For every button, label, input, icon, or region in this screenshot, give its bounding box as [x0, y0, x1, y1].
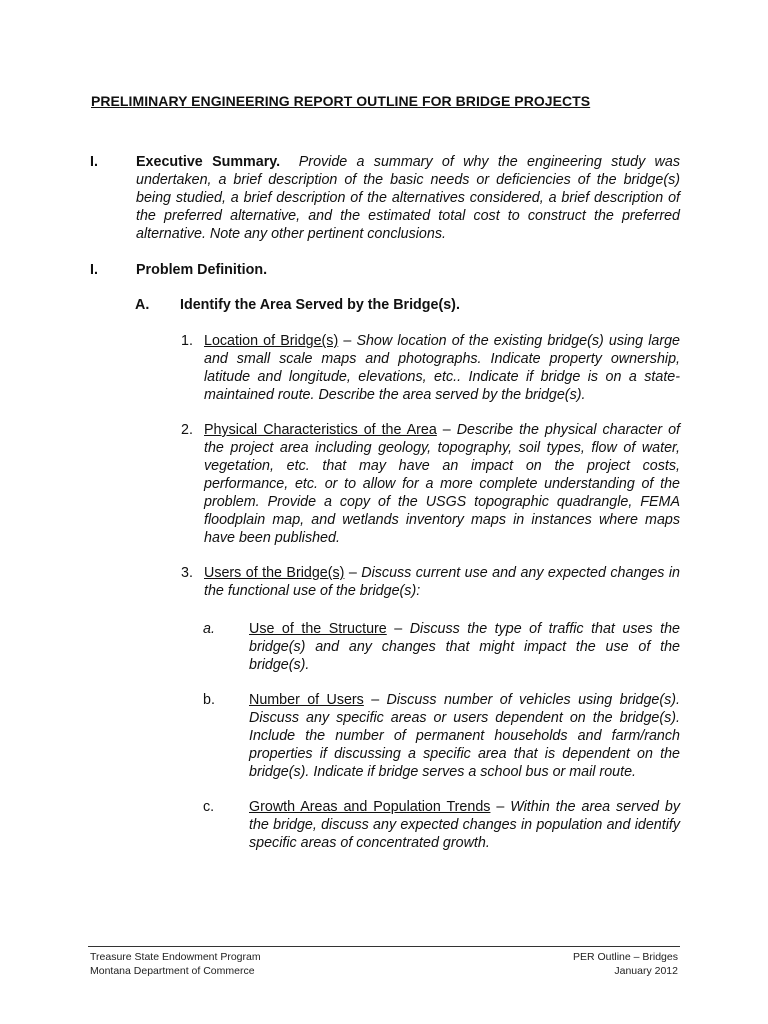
footer-doc-name: PER Outline – Bridges	[572, 951, 678, 963]
section-heading: Problem Definition.	[136, 262, 268, 278]
section-heading: Executive Summary.	[136, 154, 281, 170]
subsection-heading: Identify the Area Served by the Bridge(s).	[180, 297, 460, 313]
item-number: 2.	[181, 422, 193, 438]
section-numeral: I.	[90, 154, 98, 170]
page-title: PRELIMINARY ENGINEERING REPORT OUTLINE FOR BRIDGE PROJECTS	[91, 93, 591, 109]
footer-right	[573, 950, 678, 978]
list-subitem-growth-areas	[203, 798, 680, 852]
item-number: 3.	[181, 565, 193, 581]
subitem-dash: –	[386, 621, 410, 637]
item-text: Describe the physical character of the project area including geology, topography, soil types, flow of water, vegetation, etc. that may have an impact on the project costs, performance, etc. or to allow for a more complete understanding of the problem. Provide a copy of the USGS topographic quadrangle, FEMA floodplain map, and wetlands inventory maps in instances where maps have been published.	[204, 422, 680, 546]
footer-program: Treasure State Endowment Program	[90, 951, 261, 963]
item-dash: –	[338, 333, 357, 349]
item-label: Physical Characteristics of the Area	[204, 422, 437, 438]
footer-divider	[88, 946, 680, 947]
item-label: Location of Bridge(s)	[204, 333, 339, 349]
subsection-a	[135, 296, 460, 314]
subitem-label: Growth Areas and Population Trends	[249, 799, 491, 815]
subitem-letter: b.	[203, 692, 215, 708]
footer-department: Montana Department of Commerce	[90, 965, 255, 977]
item-text: Discuss current use and any expected changes in the functional use of the bridge(s):	[204, 565, 681, 599]
subitem-dash: –	[363, 692, 387, 708]
subitem-letter: a.	[203, 621, 215, 637]
list-subitem-number-of-users	[203, 691, 680, 781]
subitem-label: Number of Users	[249, 692, 364, 708]
subitem-label: Use of the Structure	[249, 621, 387, 637]
subsection-letter: A.	[135, 297, 150, 313]
section-executive-summary	[90, 153, 680, 243]
subitem-text: Within the area served by the bridge, discuss any expected changes in population and identify specific areas of concentrated growth.	[249, 799, 680, 851]
item-number: 1.	[181, 333, 193, 349]
section-text: Provide a summary of why the engineering study was undertaken, a brief description of the basic needs or deficiencies of the bridge(s) being studied, a brief description of the alternatives considered, a brief description of the preferred alternative, and the estimated total cost to construct the preferred alternative. Note any other pertinent conclusions.	[136, 154, 680, 242]
footer-date: January 2012	[614, 965, 678, 977]
item-dash: –	[436, 422, 457, 438]
item-label: Users of the Bridge(s)	[204, 565, 345, 581]
list-item-users	[181, 564, 680, 600]
footer-left	[90, 950, 261, 978]
item-text: Show location of the existing bridge(s) using large and small scale maps and photographs. Indicate property ownership, latitude and longitude, elevations, etc.. Indicate if bridge is on a state-maintained route. Describe the area served by the bridge(s).	[204, 333, 680, 403]
subitem-dash: –	[490, 799, 511, 815]
section-numeral: I.	[90, 262, 98, 278]
item-dash: –	[344, 565, 362, 581]
subitem-letter: c.	[203, 799, 215, 815]
list-item-location	[181, 332, 680, 404]
list-item-physical-characteristics	[181, 421, 680, 547]
section-problem-definition	[90, 261, 680, 279]
subitem-text: Discuss number of vehicles using bridge(s). Discuss any specific areas or users dependent on the bridge(s). Include the number of permanent households and farm/ranch properties if discussing a specific area that is dependent on the bridge(s). Indicate if bridge serves a school bus or mail route.	[249, 692, 680, 780]
list-subitem-use-of-structure	[203, 620, 680, 674]
subitem-text: Discuss the type of traffic that uses the bridge(s) and any changes that might impact the use of the bridge(s).	[249, 621, 680, 673]
